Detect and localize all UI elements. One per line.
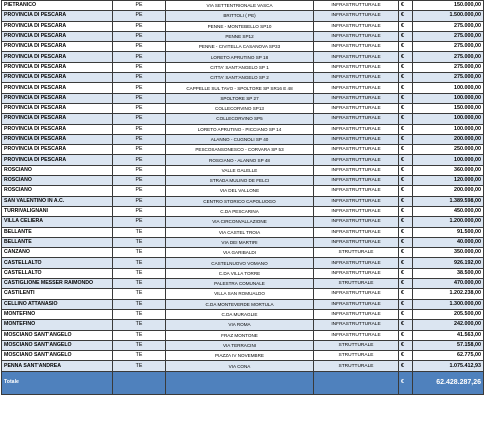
comune-cell: CASTIGLIONE MESSER RAIMONDO bbox=[2, 279, 113, 289]
table-row bbox=[2, 1, 484, 11]
type-cell: INFRASTRUTTURALE bbox=[314, 42, 399, 52]
currency-cell: € bbox=[399, 93, 413, 103]
type-cell: STRUTTURALE bbox=[314, 340, 399, 350]
province-cell: PE bbox=[113, 73, 166, 83]
amount-cell: 100.000,00 bbox=[413, 155, 484, 165]
province-cell: PE bbox=[113, 11, 166, 21]
comune-cell: PROVINCIA DI PESCARA bbox=[2, 83, 113, 93]
amount-cell: 1.202.238,00 bbox=[413, 289, 484, 299]
description-cell: VIA CONA bbox=[166, 361, 314, 371]
type-cell: INFRASTRUTTURALE bbox=[314, 124, 399, 134]
description-cell: C.DA VILLA TORRE bbox=[166, 268, 314, 278]
currency-cell: € bbox=[399, 31, 413, 41]
currency-cell: € bbox=[399, 330, 413, 340]
province-cell: PE bbox=[113, 206, 166, 216]
province-cell: PE bbox=[113, 196, 166, 206]
currency-cell: € bbox=[399, 165, 413, 175]
table-row bbox=[2, 176, 484, 186]
province-cell: TE bbox=[113, 309, 166, 319]
description-cell: SPOLTORE SP 27 bbox=[166, 93, 314, 103]
type-cell: INFRASTRUTTURALE bbox=[314, 155, 399, 165]
amount-cell: 242.000,00 bbox=[413, 320, 484, 330]
type-cell: INFRASTRUTTURALE bbox=[314, 145, 399, 155]
province-cell: PE bbox=[113, 62, 166, 72]
table-row bbox=[2, 206, 484, 216]
amount-cell: 150.000,00 bbox=[413, 103, 484, 113]
amount-cell: 150.000,00 bbox=[413, 1, 484, 11]
table-row bbox=[2, 114, 484, 124]
comune-cell: CASTELLALTO bbox=[2, 268, 113, 278]
description-cell: VIA SETTENTRIONALE VASCA bbox=[166, 1, 314, 11]
funding-table bbox=[1, 0, 484, 395]
type-cell: INFRASTRUTTURALE bbox=[314, 196, 399, 206]
description-cell: C.DA MURAGLIE bbox=[166, 309, 314, 319]
comune-cell: PENNA SANT'ANDREA bbox=[2, 361, 113, 371]
description-cell: COLLECORVINO SP5 bbox=[166, 114, 314, 124]
amount-cell: 38.500,00 bbox=[413, 268, 484, 278]
total-empty-cell bbox=[113, 371, 166, 394]
currency-cell: € bbox=[399, 340, 413, 350]
type-cell: INFRASTRUTTURALE bbox=[314, 62, 399, 72]
amount-cell: 350.000,00 bbox=[413, 248, 484, 258]
province-cell: PE bbox=[113, 1, 166, 11]
amount-cell: 275.000,00 bbox=[413, 21, 484, 31]
type-cell: STRUTTURALE bbox=[314, 248, 399, 258]
amount-cell: 57.158,00 bbox=[413, 340, 484, 350]
description-cell: CAPPELLE SUL TAVO - SPOLTORE SP SR16 E 48 bbox=[166, 83, 314, 93]
amount-cell: 120.000,00 bbox=[413, 176, 484, 186]
province-cell: TE bbox=[113, 299, 166, 309]
comune-cell: MONTEFINO bbox=[2, 320, 113, 330]
currency-cell: € bbox=[399, 62, 413, 72]
amount-cell: 275.000,00 bbox=[413, 52, 484, 62]
comune-cell: PROVINCIA DI PESCARA bbox=[2, 124, 113, 134]
comune-cell: PROVINCIA DI PESCARA bbox=[2, 73, 113, 83]
table-row bbox=[2, 330, 484, 340]
amount-cell: 62.775,00 bbox=[413, 351, 484, 361]
total-row bbox=[2, 371, 484, 394]
province-cell: PE bbox=[113, 165, 166, 175]
table-row bbox=[2, 258, 484, 268]
currency-cell: € bbox=[399, 124, 413, 134]
comune-cell: PROVINCIA DI PESCARA bbox=[2, 145, 113, 155]
comune-cell: CASTILENTI bbox=[2, 289, 113, 299]
currency-cell: € bbox=[399, 279, 413, 289]
total-amount: 62.428.287,26 bbox=[413, 371, 484, 394]
currency-cell: € bbox=[399, 186, 413, 196]
description-cell: CITTA' SANT'ANGELO SP 2 bbox=[166, 73, 314, 83]
province-cell: PE bbox=[113, 134, 166, 144]
amount-cell: 275.000,00 bbox=[413, 62, 484, 72]
table-row bbox=[2, 42, 484, 52]
amount-cell: 91.500,00 bbox=[413, 227, 484, 237]
table-row bbox=[2, 217, 484, 227]
comune-cell: PROVINCIA DI PESCARA bbox=[2, 11, 113, 21]
description-cell: FRAZ MONTONE bbox=[166, 330, 314, 340]
table-row bbox=[2, 309, 484, 319]
amount-cell: 470.000,00 bbox=[413, 279, 484, 289]
type-cell: INFRASTRUTTURALE bbox=[314, 11, 399, 21]
province-cell: PE bbox=[113, 103, 166, 113]
currency-cell: € bbox=[399, 155, 413, 165]
currency-cell: € bbox=[399, 196, 413, 206]
province-cell: PE bbox=[113, 114, 166, 124]
amount-cell: 1.389.598,00 bbox=[413, 196, 484, 206]
amount-cell: 450.000,00 bbox=[413, 206, 484, 216]
amount-cell: 275.000,00 bbox=[413, 42, 484, 52]
description-cell: VIA TERRACINI bbox=[166, 340, 314, 350]
currency-cell: € bbox=[399, 320, 413, 330]
type-cell: INFRASTRUTTURALE bbox=[314, 31, 399, 41]
currency-cell: € bbox=[399, 237, 413, 247]
type-cell: INFRASTRUTTURALE bbox=[314, 330, 399, 340]
currency-cell: € bbox=[399, 299, 413, 309]
currency-cell: € bbox=[399, 268, 413, 278]
comune-cell: PROVINCIA DI PESCARA bbox=[2, 31, 113, 41]
currency-cell: € bbox=[399, 52, 413, 62]
description-cell: VALLE GALELLE bbox=[166, 165, 314, 175]
currency-cell: € bbox=[399, 289, 413, 299]
province-cell: TE bbox=[113, 289, 166, 299]
type-cell: INFRASTRUTTURALE bbox=[314, 52, 399, 62]
total-empty-cell bbox=[166, 371, 314, 394]
comune-cell: PROVINCIA DI PESCARA bbox=[2, 62, 113, 72]
type-cell: STRUTTURALE bbox=[314, 279, 399, 289]
amount-cell: 40.000,00 bbox=[413, 237, 484, 247]
description-cell: PESCOSANSONESCO - CORVARA SP 53 bbox=[166, 145, 314, 155]
table-row bbox=[2, 145, 484, 155]
type-cell: INFRASTRUTTURALE bbox=[314, 73, 399, 83]
province-cell: PE bbox=[113, 217, 166, 227]
table-row bbox=[2, 52, 484, 62]
table-row bbox=[2, 196, 484, 206]
amount-cell: 100.000,00 bbox=[413, 93, 484, 103]
amount-cell: 275.000,00 bbox=[413, 31, 484, 41]
currency-cell: € bbox=[399, 114, 413, 124]
currency-cell: € bbox=[399, 42, 413, 52]
type-cell: INFRASTRUTTURALE bbox=[314, 114, 399, 124]
amount-cell: 200.000,00 bbox=[413, 134, 484, 144]
comune-cell: PROVINCIA DI PESCARA bbox=[2, 103, 113, 113]
description-cell: PENNE - MONTEBELLO SP10 bbox=[166, 21, 314, 31]
comune-cell: TURRIVALIGNANI bbox=[2, 206, 113, 216]
comune-cell: ROSCIANO bbox=[2, 165, 113, 175]
table-row bbox=[2, 289, 484, 299]
comune-cell: BELLANTE bbox=[2, 227, 113, 237]
type-cell: INFRASTRUTTURALE bbox=[314, 83, 399, 93]
table-row bbox=[2, 279, 484, 289]
type-cell: INFRASTRUTTURALE bbox=[314, 103, 399, 113]
total-empty-cell bbox=[314, 371, 399, 394]
comune-cell: PIETRANICO bbox=[2, 1, 113, 11]
province-cell: TE bbox=[113, 258, 166, 268]
province-cell: TE bbox=[113, 351, 166, 361]
comune-cell: CELLINO ATTANASIO bbox=[2, 299, 113, 309]
amount-cell: 100.000,00 bbox=[413, 124, 484, 134]
comune-cell: MONTEFINO bbox=[2, 309, 113, 319]
province-cell: TE bbox=[113, 268, 166, 278]
table-row bbox=[2, 103, 484, 113]
description-cell: VIA ROMA bbox=[166, 320, 314, 330]
description-cell: ROSCIANO - ALANNO SP 48 bbox=[166, 155, 314, 165]
amount-cell: 1.200.000,00 bbox=[413, 217, 484, 227]
amount-cell: 1.075.412,93 bbox=[413, 361, 484, 371]
currency-cell: € bbox=[399, 227, 413, 237]
comune-cell: PROVINCIA DI PESCARA bbox=[2, 52, 113, 62]
funding-table-body bbox=[2, 1, 484, 395]
province-cell: PE bbox=[113, 21, 166, 31]
province-cell: PE bbox=[113, 155, 166, 165]
description-cell: VIA CASTEL TROIA bbox=[166, 227, 314, 237]
amount-cell: 1.500.000,00 bbox=[413, 11, 484, 21]
type-cell: INFRASTRUTTURALE bbox=[314, 176, 399, 186]
description-cell: ALANNO - CUGNOLI SP 40 bbox=[166, 134, 314, 144]
type-cell: INFRASTRUTTURALE bbox=[314, 299, 399, 309]
total-label: Totale bbox=[2, 371, 113, 394]
province-cell: TE bbox=[113, 361, 166, 371]
comune-cell: PROVINCIA DI PESCARA bbox=[2, 42, 113, 52]
table-row bbox=[2, 165, 484, 175]
table-row bbox=[2, 186, 484, 196]
province-cell: TE bbox=[113, 340, 166, 350]
currency-cell: € bbox=[399, 258, 413, 268]
province-cell: TE bbox=[113, 330, 166, 340]
description-cell: PALESTRA COMUNALE bbox=[166, 279, 314, 289]
currency-cell: € bbox=[399, 21, 413, 31]
table-row bbox=[2, 31, 484, 41]
comune-cell: BELLANTE bbox=[2, 237, 113, 247]
currency-cell: € bbox=[399, 103, 413, 113]
type-cell: INFRASTRUTTURALE bbox=[314, 320, 399, 330]
description-cell: PIAZZA IV NOVEMBRE bbox=[166, 351, 314, 361]
description-cell: CITTA' SANT'ANGELO SP 1 bbox=[166, 62, 314, 72]
description-cell: VIA DEI MARTIRI bbox=[166, 237, 314, 247]
type-cell: INFRASTRUTTURALE bbox=[314, 289, 399, 299]
province-cell: TE bbox=[113, 248, 166, 258]
table-row bbox=[2, 361, 484, 371]
table-row bbox=[2, 83, 484, 93]
comune-cell: PROVINCIA DI PESCARA bbox=[2, 93, 113, 103]
table-row bbox=[2, 320, 484, 330]
comune-cell: VILLA CELIERA bbox=[2, 217, 113, 227]
type-cell: INFRASTRUTTURALE bbox=[314, 134, 399, 144]
type-cell: INFRASTRUTTURALE bbox=[314, 206, 399, 216]
comune-cell: CANZANO bbox=[2, 248, 113, 258]
table-row bbox=[2, 11, 484, 21]
description-cell: VIA GARIBALDI bbox=[166, 248, 314, 258]
table-row bbox=[2, 93, 484, 103]
province-cell: PE bbox=[113, 83, 166, 93]
type-cell: INFRASTRUTTURALE bbox=[314, 237, 399, 247]
table-row bbox=[2, 248, 484, 258]
table-row bbox=[2, 340, 484, 350]
description-cell: PENNE - CIVITELLA CASANOVA SP33 bbox=[166, 42, 314, 52]
comune-cell: ROSCIANO bbox=[2, 186, 113, 196]
description-cell: C.DA PESCARINA bbox=[166, 206, 314, 216]
table-row bbox=[2, 21, 484, 31]
amount-cell: 275.000,00 bbox=[413, 73, 484, 83]
type-cell: INFRASTRUTTURALE bbox=[314, 1, 399, 11]
table-row bbox=[2, 299, 484, 309]
description-cell: CASTELNUOVO VOMANO bbox=[166, 258, 314, 268]
amount-cell: 205.500,00 bbox=[413, 309, 484, 319]
comune-cell: PROVINCIA DI PESCARA bbox=[2, 155, 113, 165]
currency-cell: € bbox=[399, 83, 413, 93]
comune-cell: MOSCIANO SANT'ANGELO bbox=[2, 330, 113, 340]
currency-cell: € bbox=[399, 134, 413, 144]
description-cell: CENTRO STORICO CAPOLUOGO bbox=[166, 196, 314, 206]
comune-cell: MOSCIANO SANT'ANGELO bbox=[2, 340, 113, 350]
description-cell: LORETO APRUTINO - PICCIANO SP 14 bbox=[166, 124, 314, 134]
description-cell: STRADA MULINO DE FELCI bbox=[166, 176, 314, 186]
currency-cell: € bbox=[399, 309, 413, 319]
currency-cell: € bbox=[399, 145, 413, 155]
amount-cell: 250.000,00 bbox=[413, 145, 484, 155]
province-cell: PE bbox=[113, 186, 166, 196]
comune-cell: MOSCIANO SANT'ANGELO bbox=[2, 351, 113, 361]
province-cell: PE bbox=[113, 124, 166, 134]
total-currency: € bbox=[399, 371, 413, 394]
currency-cell: € bbox=[399, 361, 413, 371]
description-cell: VIA DEL VALLONE bbox=[166, 186, 314, 196]
type-cell: INFRASTRUTTURALE bbox=[314, 268, 399, 278]
amount-cell: 360.000,00 bbox=[413, 165, 484, 175]
type-cell: INFRASTRUTTURALE bbox=[314, 217, 399, 227]
type-cell: INFRASTRUTTURALE bbox=[314, 258, 399, 268]
province-cell: PE bbox=[113, 52, 166, 62]
type-cell: INFRASTRUTTURALE bbox=[314, 93, 399, 103]
currency-cell: € bbox=[399, 217, 413, 227]
comune-cell: SAN VALENTINO IN A.C. bbox=[2, 196, 113, 206]
amount-cell: 200.000,00 bbox=[413, 186, 484, 196]
currency-cell: € bbox=[399, 1, 413, 11]
description-cell: C.DA MONTEVERDE MORTULA bbox=[166, 299, 314, 309]
comune-cell: PROVINCIA DI PESCARA bbox=[2, 134, 113, 144]
province-cell: TE bbox=[113, 237, 166, 247]
description-cell: LORETO APRUTINO SP 18 bbox=[166, 52, 314, 62]
province-cell: PE bbox=[113, 42, 166, 52]
comune-cell: CASTELLALTO bbox=[2, 258, 113, 268]
currency-cell: € bbox=[399, 351, 413, 361]
table-row bbox=[2, 268, 484, 278]
type-cell: INFRASTRUTTURALE bbox=[314, 165, 399, 175]
type-cell: STRUTTURALE bbox=[314, 361, 399, 371]
description-cell: PENNE SP12 bbox=[166, 31, 314, 41]
currency-cell: € bbox=[399, 11, 413, 21]
currency-cell: € bbox=[399, 248, 413, 258]
table-row bbox=[2, 155, 484, 165]
province-cell: PE bbox=[113, 145, 166, 155]
amount-cell: 41.563,00 bbox=[413, 330, 484, 340]
table-row bbox=[2, 237, 484, 247]
amount-cell: 1.300.000,00 bbox=[413, 299, 484, 309]
table-row bbox=[2, 227, 484, 237]
amount-cell: 100.000,00 bbox=[413, 83, 484, 93]
province-cell: TE bbox=[113, 279, 166, 289]
description-cell: BRITTOLI ( PE) bbox=[166, 11, 314, 21]
table-row bbox=[2, 134, 484, 144]
currency-cell: € bbox=[399, 73, 413, 83]
description-cell: COLLECORVINO SP13 bbox=[166, 103, 314, 113]
type-cell: INFRASTRUTTURALE bbox=[314, 227, 399, 237]
province-cell: PE bbox=[113, 31, 166, 41]
table-row bbox=[2, 73, 484, 83]
table-row bbox=[2, 62, 484, 72]
amount-cell: 926.192,00 bbox=[413, 258, 484, 268]
province-cell: TE bbox=[113, 320, 166, 330]
comune-cell: PROVINCIA DI PESCARA bbox=[2, 114, 113, 124]
table-row bbox=[2, 124, 484, 134]
currency-cell: € bbox=[399, 176, 413, 186]
type-cell: INFRASTRUTTURALE bbox=[314, 309, 399, 319]
description-cell: VILLA SAN ROMUALDO bbox=[166, 289, 314, 299]
type-cell: INFRASTRUTTURALE bbox=[314, 21, 399, 31]
comune-cell: ROSCIANO bbox=[2, 176, 113, 186]
currency-cell: € bbox=[399, 206, 413, 216]
type-cell: STRUTTURALE bbox=[314, 351, 399, 361]
table-row bbox=[2, 351, 484, 361]
province-cell: PE bbox=[113, 93, 166, 103]
amount-cell: 100.000,00 bbox=[413, 114, 484, 124]
comune-cell: PROVINCIA DI PESCARA bbox=[2, 21, 113, 31]
type-cell: INFRASTRUTTURALE bbox=[314, 186, 399, 196]
province-cell: PE bbox=[113, 176, 166, 186]
description-cell: VIA CIRCONVALLAZIONE bbox=[166, 217, 314, 227]
province-cell: TE bbox=[113, 227, 166, 237]
